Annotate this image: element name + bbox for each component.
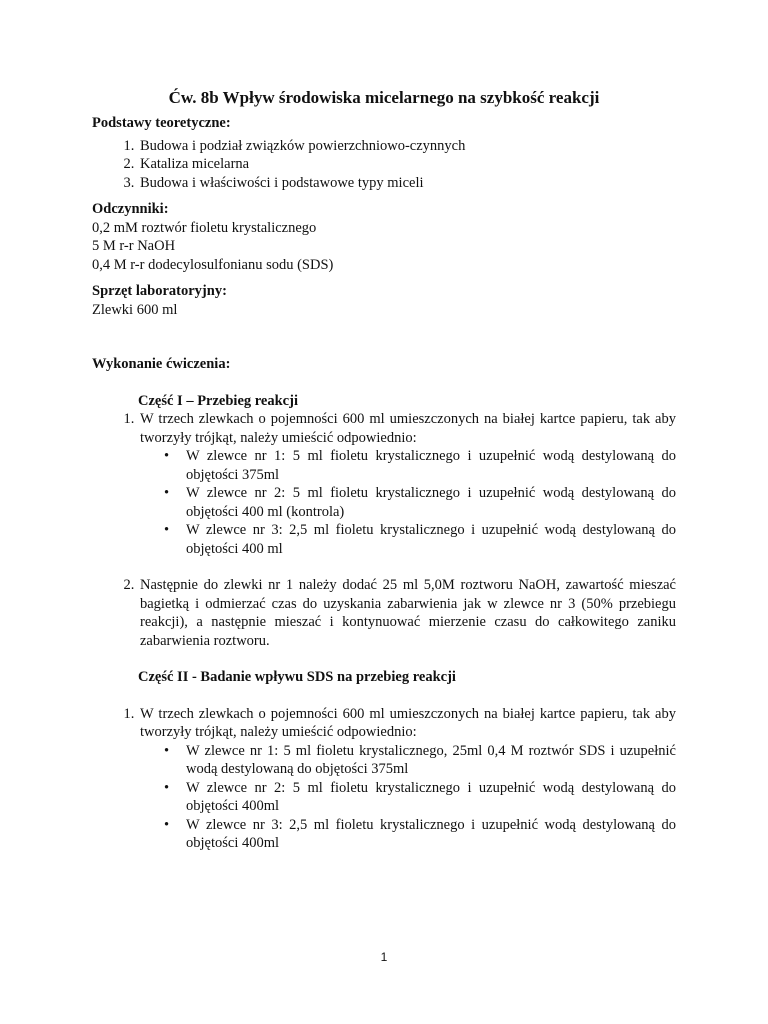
reagent-item: 0,4 M r-r dodecylosulfonianu sodu (SDS) xyxy=(92,256,334,273)
bullet-list xyxy=(140,742,676,853)
bullet-text: W zlewce nr 3: 2,5 ml fioletu krystalicznego i uzupełnić wodą destylowaną do objętości 400ml xyxy=(186,816,676,851)
part1-title: Część I – Przebieg reakcji xyxy=(138,392,298,409)
equipment-item: Zlewki 600 ml xyxy=(92,301,178,318)
bullet-item xyxy=(164,447,676,484)
bullet-item xyxy=(164,816,676,853)
theory-item: 2. Kataliza micelarna xyxy=(138,155,676,174)
part2-step-1 xyxy=(138,705,676,853)
bullet-item xyxy=(164,484,676,521)
part2-title: Część II - Badanie wpływu SDS na przebieg reakcji xyxy=(138,669,456,685)
bullet-item xyxy=(164,779,676,816)
step-text: W trzech zlewkach o pojemności 600 ml umieszczonych na białej kartce papieru, tak aby tworzyły trójkąt, należy umieścić odpowiednio: xyxy=(140,705,676,740)
reagent-item: 5 M r-r NaOH xyxy=(92,238,176,254)
page-title: Ćw. 8b Wpływ środowiska micelarnego na szybkość reakcji xyxy=(168,88,600,107)
bullet-glyph: • xyxy=(164,742,170,759)
equipment-heading: Sprzęt laboratoryjny: xyxy=(92,283,227,299)
page-number: 1 xyxy=(380,950,388,964)
step-text: Następnie do zlewki nr 1 należy dodać 25 ml 5,0M roztworu NaOH, zawartość mieszać bagietką i odmierzać czas do uzyskania zabarwienia jak w zlewce nr 3 (50% przebiegu reakcji), a następnie mieszać i kontynuować mierzenie czasu do całkowitego zaniku zabarwienia roztworu. xyxy=(140,577,676,649)
procedure-heading: Wykonanie ćwiczenia: xyxy=(92,356,231,372)
bullet-glyph: • xyxy=(164,779,170,796)
bullet-glyph: • xyxy=(164,448,170,464)
bullet-text: W zlewce nr 3: 2,5 ml fioletu krystalicznego i uzupełnić wodą destylowaną do objętości 400 ml xyxy=(186,522,676,557)
part1-steps xyxy=(92,410,676,650)
bullet-text: W zlewce nr 1: 5 ml fioletu krystalicznego i uzupełnić wodą destylowaną do objętości 375ml xyxy=(186,448,676,483)
theory-item: 3. Budowa i właściwości i podstawowe typy miceli xyxy=(138,174,676,193)
theory-list xyxy=(92,137,676,193)
bullet-glyph: • xyxy=(164,522,170,538)
bullet-glyph: • xyxy=(164,485,170,501)
reagent-item: 0,2 mM roztwór fioletu krystalicznego xyxy=(92,219,317,236)
part1-step-1 xyxy=(138,410,676,576)
bullet-item xyxy=(164,742,676,779)
bullet-glyph: • xyxy=(164,816,170,833)
reagents-heading: Odczynniki: xyxy=(92,201,169,217)
theory-heading: Podstawy teoretyczne: xyxy=(92,115,231,131)
bullet-text: W zlewce nr 2: 5 ml fioletu krystalicznego i uzupełnić wodą destylowaną do objętości 400 ml (kontrola) xyxy=(186,485,676,520)
part2-steps xyxy=(92,705,676,853)
bullet-text: W zlewce nr 2: 5 ml fioletu krystalicznego i uzupełnić wodą destylowaną do objętości 400ml xyxy=(186,779,676,814)
theory-item: 1. Budowa i podział związków powierzchniowo-czynnych xyxy=(138,137,676,156)
part1-step-2 xyxy=(138,576,676,650)
bullet-text: W zlewce nr 1: 5 ml fioletu krystalicznego, 25ml 0,4 M roztwór SDS i uzupełnić wodą destylowaną do objętości 375ml xyxy=(186,742,676,777)
step-text: W trzech zlewkach o pojemności 600 ml umieszczonych na białej kartce papieru, tak aby tworzyły trójkąt, należy umieścić odpowiednio: xyxy=(140,411,676,446)
bullet-item xyxy=(164,521,676,558)
bullet-list xyxy=(140,447,676,558)
